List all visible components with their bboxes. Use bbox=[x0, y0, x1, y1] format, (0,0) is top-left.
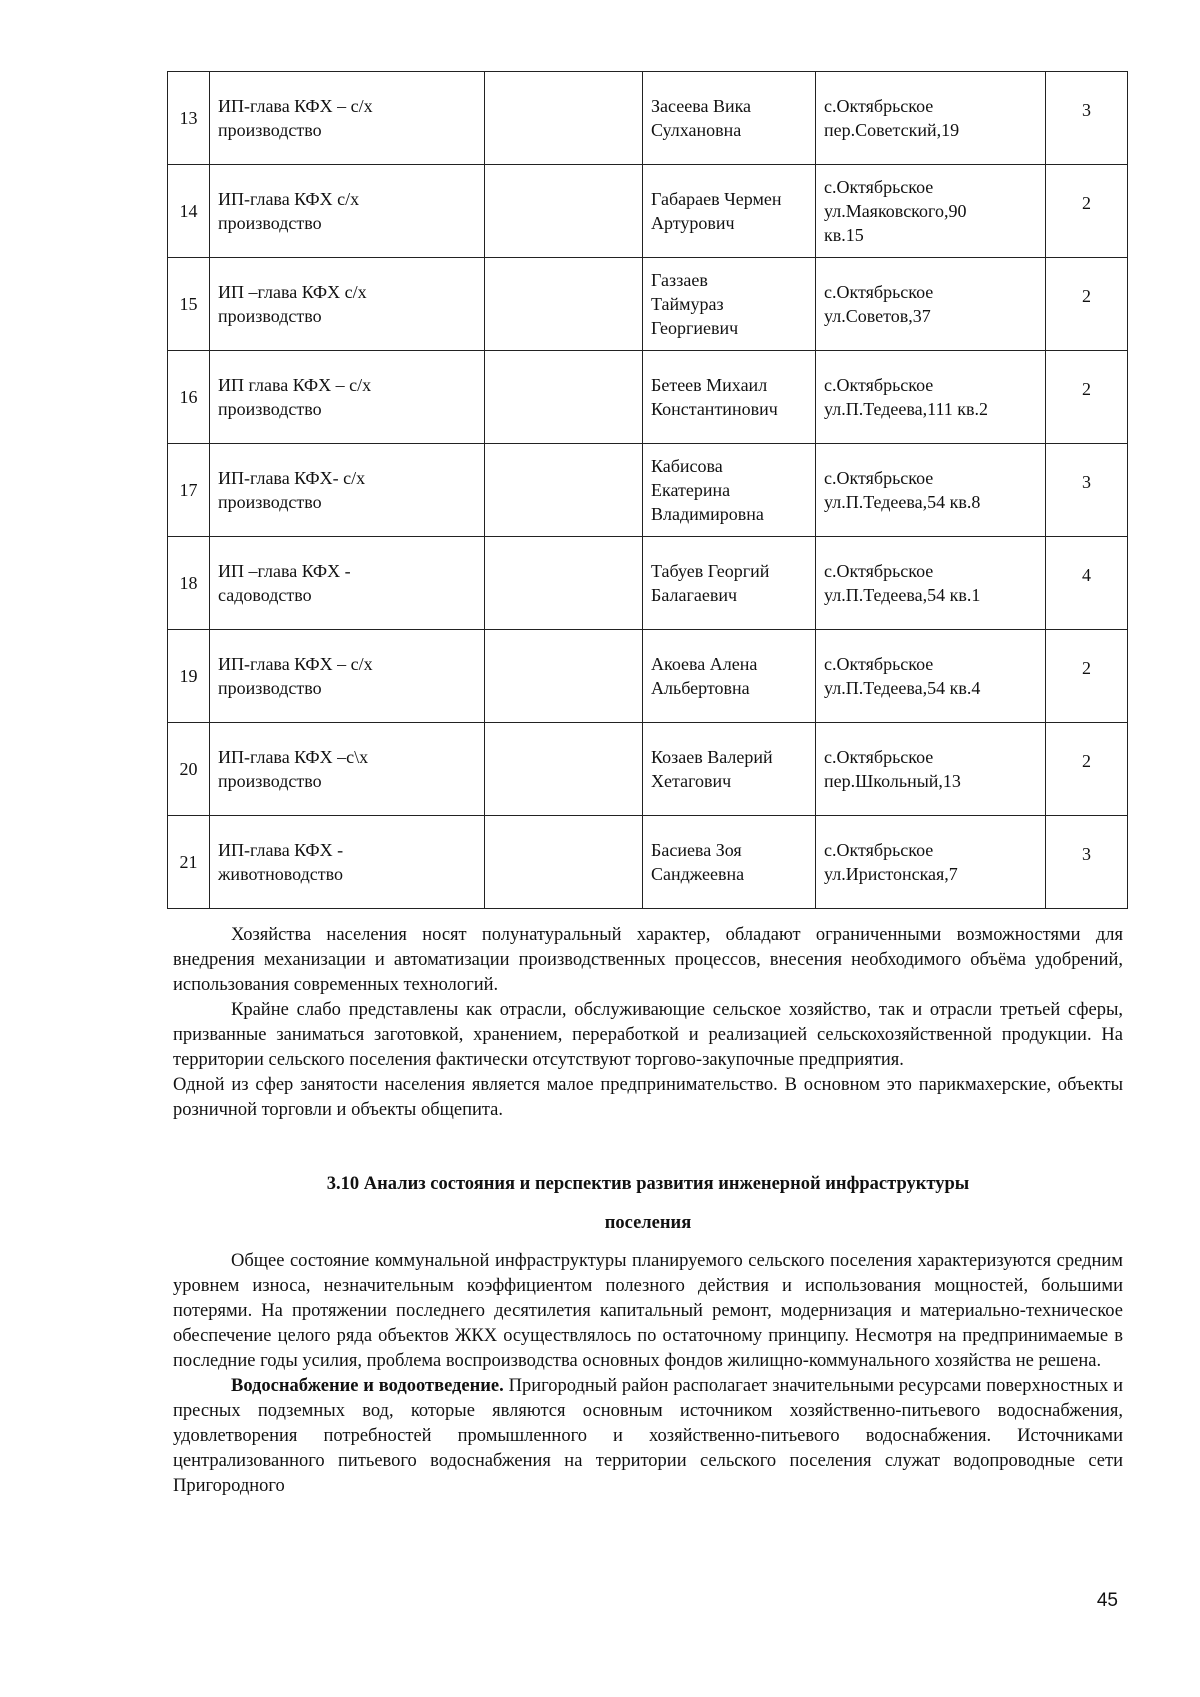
activity-cell-text: ИП –глава КФХ - садоводство bbox=[218, 561, 351, 605]
address-cell bbox=[816, 165, 1046, 258]
activity-cell bbox=[210, 630, 485, 723]
page-number: 45 bbox=[1096, 1590, 1118, 1611]
workers-count-cell bbox=[1046, 537, 1128, 630]
blank-cell bbox=[485, 72, 643, 165]
address-cell-text: с.Октябрьское ул.Маяковского,90 кв.15 bbox=[824, 177, 967, 245]
water-supply-lead: Водоснабжение и водоотведение. bbox=[231, 1376, 504, 1396]
address-cell bbox=[816, 351, 1046, 444]
row-number-cell bbox=[168, 258, 210, 351]
address-cell bbox=[816, 537, 1046, 630]
row-number-cell bbox=[168, 537, 210, 630]
owner-name-cell bbox=[643, 165, 816, 258]
table-row bbox=[168, 165, 1128, 258]
activity-cell bbox=[210, 351, 485, 444]
activity-cell-text: ИП-глава КФХ – с/х производство bbox=[218, 654, 373, 698]
table-body bbox=[168, 72, 1128, 909]
workers-count-cell bbox=[1046, 72, 1128, 165]
row-number-cell bbox=[168, 630, 210, 723]
blank-cell bbox=[485, 723, 643, 816]
row-number-cell bbox=[168, 723, 210, 816]
row-number-cell-text: 17 bbox=[179, 480, 198, 500]
row-number-cell-text: 21 bbox=[179, 852, 198, 872]
table-row bbox=[168, 537, 1128, 630]
blank-cell bbox=[485, 537, 643, 630]
address-cell-text: с.Октябрьское ул.П.Тедеева,54 кв.4 bbox=[824, 654, 981, 698]
owner-name-cell bbox=[643, 537, 816, 630]
workers-count-cell-text: 2 bbox=[1082, 193, 1091, 213]
workers-count-cell-text: 2 bbox=[1082, 751, 1091, 771]
workers-count-cell-text: 3 bbox=[1082, 100, 1091, 120]
address-cell bbox=[816, 258, 1046, 351]
workers-count-cell-text: 3 bbox=[1082, 472, 1091, 492]
owner-name-cell-text: Басиева Зоя Санджеевна bbox=[651, 840, 745, 884]
section-title-line2: поселения bbox=[604, 1213, 692, 1233]
blank-cell bbox=[485, 630, 643, 723]
row-number-cell-text: 15 bbox=[179, 294, 198, 314]
activity-cell bbox=[210, 165, 485, 258]
table-row bbox=[168, 444, 1128, 537]
owner-name-cell-text: Козаев Валерий Хетагович bbox=[651, 747, 773, 791]
address-cell-text: с.Октябрьское ул.П.Тедеева,54 кв.8 bbox=[824, 468, 981, 512]
address-cell bbox=[816, 444, 1046, 537]
owner-name-cell bbox=[643, 630, 816, 723]
owner-name-cell-text: Акоева Алена Альбертовна bbox=[651, 654, 758, 698]
address-cell-text: с.Октябрьское ул.П.Тедеева,111 кв.2 bbox=[824, 375, 989, 419]
activity-cell-text: ИП –глава КФХ с/х производство bbox=[218, 282, 367, 326]
address-cell bbox=[816, 816, 1046, 909]
blank-cell bbox=[485, 258, 643, 351]
workers-count-cell bbox=[1046, 351, 1128, 444]
section-title-line1: 3.10 Анализ состояния и перспектив развития инженерной инфраструктуры bbox=[326, 1174, 970, 1194]
workers-count-cell bbox=[1046, 816, 1128, 909]
address-cell-text: с.Октябрьское ул.П.Тедеева,54 кв.1 bbox=[824, 561, 981, 605]
paragraph-industries: Крайне слабо представлены как отрасли, обслуживающие сельское хозяйство, так и отрасли третьей сферы, призванные заниматься заготовкой, хранением, переработкой и реализацией сельскохозяйственной продукции. На территории сельского поселения фактически отсутствуют торгово-закупочные предприятия. bbox=[173, 1000, 1123, 1070]
owner-name-cell bbox=[643, 444, 816, 537]
workers-count-cell bbox=[1046, 258, 1128, 351]
address-cell bbox=[816, 723, 1046, 816]
workers-count-cell bbox=[1046, 630, 1128, 723]
table-row bbox=[168, 816, 1128, 909]
table-row bbox=[168, 351, 1128, 444]
workers-count-cell-text: 2 bbox=[1082, 658, 1091, 678]
activity-cell bbox=[210, 258, 485, 351]
activity-cell bbox=[210, 72, 485, 165]
owner-name-cell bbox=[643, 72, 816, 165]
activity-cell-text: ИП-глава КФХ- с/х производство bbox=[218, 468, 366, 512]
row-number-cell-text: 20 bbox=[179, 759, 198, 779]
activity-cell bbox=[210, 537, 485, 630]
owner-name-cell-text: Газзаев Таймураз Георгиевич bbox=[651, 270, 739, 338]
water-supply-text: Пригородный район располагает значительными ресурсами поверхностных и пресных подземных вод, которые являются основным источником хозяйственно-питьевого водоснабжения, удовлетворения потребностей промышленного и хозяйственно-питьевого водоснабжения. Источниками централизованного питьевого водоснабжения на территории сельского поселения служат водопроводные сети Пригородного bbox=[173, 1376, 1123, 1496]
blank-cell bbox=[485, 444, 643, 537]
workers-count-cell bbox=[1046, 444, 1128, 537]
row-number-cell bbox=[168, 351, 210, 444]
section-heading bbox=[173, 1172, 1123, 1236]
address-cell-text: с.Октябрьское пер.Школьный,13 bbox=[824, 747, 961, 791]
owner-name-cell-text: Засеева Вика Сулхановна bbox=[651, 96, 752, 140]
address-cell bbox=[816, 630, 1046, 723]
owner-name-cell bbox=[643, 723, 816, 816]
paragraph-infrastructure: Общее состояние коммунальной инфраструктуры планируемого сельского поселения характеризуются средним уровнем износа, незначительным коэффициентом полезного действия и использования мощностей, большими потерями. На протяжении последнего десятилетия капитальный ремонт, модернизация и материально-техническое обеспечение целого ряда объектов ЖКХ осуществлялось по остаточному принципу. Несмотря на предпринимаемые в последние годы усилия, проблема воспроизводства основных фондов жилищно-коммунального хозяйства не решена. bbox=[173, 1251, 1123, 1371]
table-row bbox=[168, 723, 1128, 816]
activity-cell-text: ИП глава КФХ – с/х производство bbox=[218, 375, 372, 419]
blank-cell bbox=[485, 816, 643, 909]
blank-cell bbox=[485, 351, 643, 444]
table-row bbox=[168, 258, 1128, 351]
address-cell-text: с.Октябрьское пер.Советский,19 bbox=[824, 96, 960, 140]
workers-count-cell bbox=[1046, 723, 1128, 816]
workers-count-cell-text: 2 bbox=[1082, 286, 1091, 306]
body-text-upper bbox=[173, 923, 1123, 1123]
activity-cell bbox=[210, 723, 485, 816]
row-number-cell bbox=[168, 165, 210, 258]
activity-cell bbox=[210, 444, 485, 537]
row-number-cell-text: 13 bbox=[179, 108, 198, 128]
row-number-cell-text: 16 bbox=[179, 387, 198, 407]
owner-name-cell-text: Бетеев Михаил Константинович bbox=[651, 375, 778, 419]
table-row bbox=[168, 630, 1128, 723]
row-number-cell-text: 18 bbox=[179, 573, 198, 593]
body-text-lower bbox=[173, 1249, 1123, 1499]
activity-cell-text: ИП-глава КФХ с/х производство bbox=[218, 189, 360, 233]
row-number-cell bbox=[168, 816, 210, 909]
address-cell-text: с.Октябрьское ул.Иристонская,7 bbox=[824, 840, 958, 884]
owner-name-cell-text: Кабисова Екатерина Владимировна bbox=[651, 456, 764, 524]
address-cell-text: с.Октябрьское ул.Советов,37 bbox=[824, 282, 934, 326]
row-number-cell-text: 14 bbox=[179, 201, 198, 221]
workers-count-cell-text: 3 bbox=[1082, 844, 1091, 864]
row-number-cell bbox=[168, 72, 210, 165]
activity-cell-text: ИП-глава КФХ – с/х производство bbox=[218, 96, 373, 140]
activity-cell-text: ИП-глава КФХ –с\х производство bbox=[218, 747, 369, 791]
owner-name-cell bbox=[643, 258, 816, 351]
owner-name-cell-text: Габараев Чермен Артурович bbox=[651, 189, 782, 233]
workers-count-cell-text: 2 bbox=[1082, 379, 1091, 399]
paragraph-water-supply bbox=[173, 1374, 1123, 1499]
paragraph-small-business: Одной из сфер занятости населения является малое предпринимательство. В основном это парикмахерские, объекты розничной торговли и объекты общепита. bbox=[173, 1075, 1123, 1120]
row-number-cell bbox=[168, 444, 210, 537]
table-row bbox=[168, 72, 1128, 165]
owner-name-cell bbox=[643, 351, 816, 444]
enterprise-table bbox=[167, 71, 1128, 909]
activity-cell-text: ИП-глава КФХ - животноводство bbox=[218, 840, 344, 884]
blank-cell bbox=[485, 165, 643, 258]
owner-name-cell bbox=[643, 816, 816, 909]
workers-count-cell bbox=[1046, 165, 1128, 258]
activity-cell bbox=[210, 816, 485, 909]
paragraph-households: Хозяйства населения носят полунатуральный характер, обладают ограниченными возможностями для внедрения механизации и автоматизации производственных процессов, внесения необходимого объёма удобрений, использования современных технологий. bbox=[173, 925, 1123, 995]
address-cell bbox=[816, 72, 1046, 165]
row-number-cell-text: 19 bbox=[179, 666, 198, 686]
workers-count-cell-text: 4 bbox=[1082, 565, 1091, 585]
owner-name-cell-text: Табуев Георгий Балагаевич bbox=[651, 561, 770, 605]
